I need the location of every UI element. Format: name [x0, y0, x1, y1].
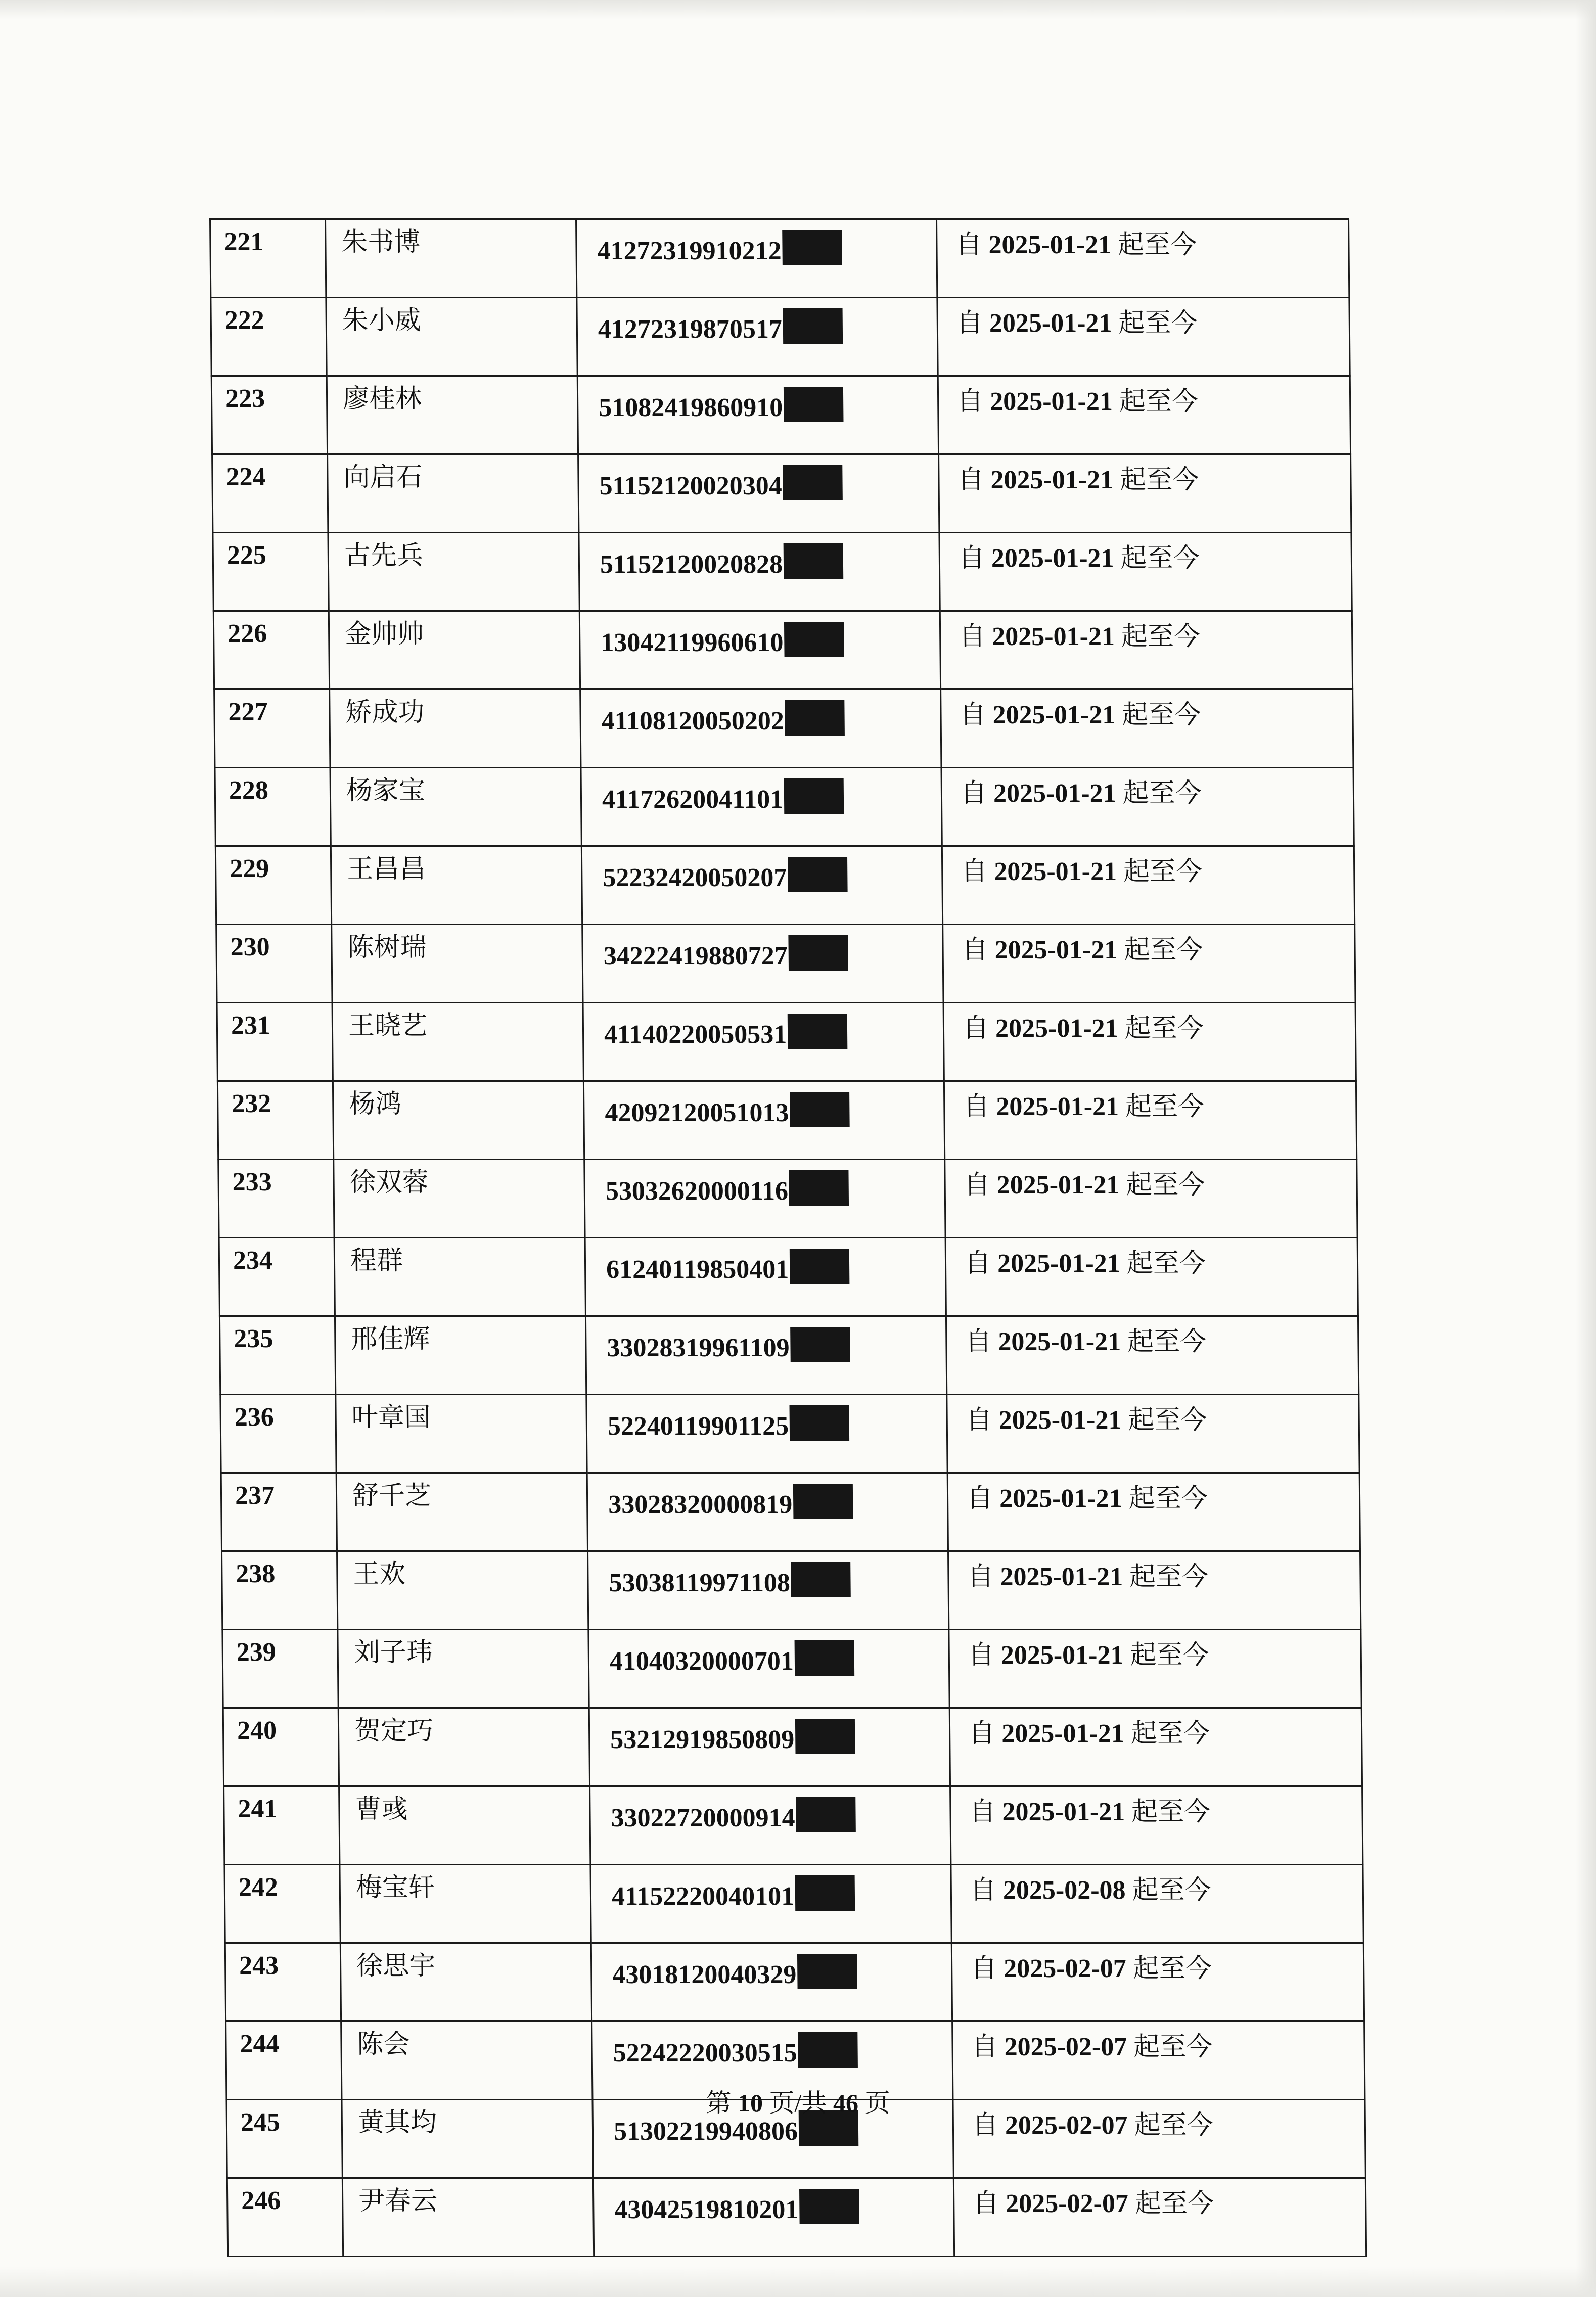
footer-suffix: 页: [864, 2089, 890, 2117]
date-suffix: 起至今: [1126, 1171, 1205, 1200]
date-prefix: 自: [964, 1171, 990, 1200]
row-name: 梅宝轩: [340, 1865, 591, 1943]
row-name: 朱小威: [326, 298, 577, 376]
date-suffix: 起至今: [1128, 1406, 1207, 1435]
row-id-cell: [585, 1238, 946, 1316]
row-number: 233: [218, 1160, 334, 1238]
date-prefix: 自: [964, 1249, 991, 1278]
redaction-block: [798, 2032, 858, 2068]
table-row: [219, 1238, 1358, 1316]
table-row: [216, 925, 1355, 1003]
row-date: 2025-01-21: [1000, 1641, 1124, 1670]
row-date: 2025-01-21: [1000, 1563, 1123, 1591]
row-date-cell: [937, 219, 1349, 298]
date-suffix: 起至今: [1119, 466, 1199, 494]
table-row: [217, 1003, 1356, 1081]
row-date-cell: [937, 298, 1350, 376]
date-suffix: 起至今: [1130, 1719, 1210, 1748]
row-id-cell: [579, 533, 940, 611]
redaction-block: [784, 778, 844, 814]
table-row: [212, 454, 1351, 533]
scan-top-edge: [0, 0, 1596, 19]
row-name: 陈树瑞: [332, 925, 583, 1003]
table-row: [214, 690, 1353, 768]
redaction-block: [799, 2189, 859, 2224]
row-date: 2025-01-21: [998, 1406, 1122, 1435]
row-date: 2025-01-21: [996, 1171, 1120, 1200]
date-suffix: 起至今: [1119, 387, 1199, 416]
table-row: [224, 1865, 1363, 1943]
row-number: 239: [222, 1630, 338, 1708]
redaction-block: [789, 1170, 849, 1206]
table-row: [221, 1473, 1360, 1551]
date-prefix: 自: [972, 2111, 999, 2140]
row-id-number: 53038119971108: [609, 1569, 791, 1597]
row-date-cell: [945, 1238, 1358, 1316]
row-date: 2025-02-07: [1004, 2033, 1127, 2061]
redaction-block: [795, 1875, 855, 1911]
date-prefix: 自: [955, 231, 982, 259]
date-prefix: 自: [956, 309, 983, 338]
date-prefix: 自: [970, 1876, 997, 1905]
date-suffix: 起至今: [1125, 1092, 1205, 1121]
row-id-number: 61240119850401: [606, 1255, 789, 1284]
row-date-cell: [941, 768, 1354, 846]
table-row: [223, 1708, 1362, 1786]
row-name: 王晓艺: [332, 1003, 583, 1081]
date-suffix: 起至今: [1120, 544, 1200, 573]
row-name: 黄其均: [342, 2100, 593, 2178]
row-id-number: 52232420050207: [603, 863, 787, 892]
row-date-cell: [946, 1316, 1358, 1395]
row-date: 2025-02-07: [1006, 2189, 1129, 2218]
redaction-block: [790, 1249, 850, 1284]
row-name: 尹春云: [342, 2178, 594, 2257]
table-row: [213, 611, 1352, 690]
row-date-cell: [953, 2178, 1366, 2257]
date-suffix: 起至今: [1134, 2189, 1214, 2218]
row-number: 229: [215, 846, 331, 925]
row-id-number: 51152120020828: [600, 550, 783, 579]
records-table-body: [210, 219, 1366, 2257]
redaction-block: [788, 1014, 848, 1049]
row-id-number: 53032620000116: [605, 1177, 789, 1206]
row-id-cell: [588, 1551, 949, 1630]
row-id-cell: [582, 925, 943, 1003]
table-row: [210, 219, 1349, 298]
row-date-cell: [943, 925, 1355, 1003]
redaction-block: [782, 230, 842, 265]
page-footer: [0, 2083, 1596, 2119]
date-suffix: 起至今: [1118, 309, 1198, 338]
row-number: 240: [223, 1708, 339, 1786]
row-id-number: 51152120020304: [599, 472, 783, 500]
table-row: [219, 1316, 1358, 1395]
row-id-cell: [577, 298, 938, 376]
date-prefix: 自: [961, 857, 988, 886]
row-number: 236: [220, 1395, 336, 1473]
row-id-number: 42092120051013: [605, 1098, 789, 1127]
row-date: 2025-02-07: [1005, 2111, 1128, 2140]
date-suffix: 起至今: [1126, 1249, 1206, 1278]
footer-total-pages: 46: [833, 2089, 858, 2117]
redaction-block: [784, 622, 844, 657]
row-number: 224: [212, 454, 328, 533]
row-date-cell: [949, 1630, 1361, 1708]
row-id-cell: [576, 219, 937, 298]
table-row: [211, 298, 1350, 376]
row-id-cell: [577, 376, 938, 454]
date-prefix: 自: [965, 1327, 992, 1356]
row-date-cell: [941, 690, 1353, 768]
row-date-cell: [939, 454, 1351, 533]
row-id-number: 51302219940806: [613, 2117, 798, 2146]
date-prefix: 自: [969, 1798, 996, 1826]
row-id-cell: [591, 1943, 952, 2022]
row-id-cell: [589, 1708, 950, 1786]
footer-current-page: 10: [738, 2089, 763, 2117]
row-id-number: 41040320000701: [609, 1647, 794, 1676]
row-date-cell: [939, 533, 1352, 611]
row-date: 2025-01-21: [991, 622, 1115, 651]
row-id-number: 33028320000819: [608, 1490, 793, 1519]
row-date: 2025-01-21: [996, 1092, 1119, 1121]
scan-right-edge: [1576, 0, 1596, 2297]
row-date: 2025-01-21: [990, 466, 1114, 494]
date-prefix: 自: [957, 466, 984, 494]
row-date-cell: [945, 1160, 1357, 1238]
row-date: 2025-01-21: [995, 1014, 1118, 1043]
row-name: 贺定巧: [338, 1708, 589, 1786]
date-suffix: 起至今: [1134, 2111, 1213, 2140]
date-suffix: 起至今: [1124, 1014, 1204, 1043]
row-name: 古先兵: [328, 533, 579, 611]
row-number: 237: [221, 1473, 337, 1551]
date-prefix: 自: [963, 1092, 990, 1121]
table-row: [213, 533, 1352, 611]
row-date-cell: [949, 1708, 1362, 1786]
row-number: 246: [227, 2178, 343, 2257]
row-id-cell: [584, 1160, 945, 1238]
row-name: 舒千芝: [336, 1473, 587, 1551]
date-prefix: 自: [973, 2189, 999, 2218]
row-number: 232: [217, 1081, 333, 1160]
date-prefix: 自: [960, 779, 987, 808]
row-name: 刘子玮: [338, 1630, 589, 1708]
date-suffix: 起至今: [1117, 231, 1197, 259]
row-id-number: 41172620041101: [602, 785, 784, 814]
date-prefix: 自: [962, 1014, 989, 1043]
row-id-cell: [581, 846, 942, 925]
date-prefix: 自: [959, 622, 986, 651]
date-prefix: 自: [956, 387, 984, 416]
row-number: 238: [222, 1551, 338, 1630]
footer-middle: 页/共: [769, 2089, 827, 2117]
row-date: 2025-01-21: [989, 309, 1112, 338]
row-id-cell: [583, 1003, 944, 1081]
date-prefix: 自: [968, 1641, 995, 1670]
row-date-cell: [951, 1865, 1363, 1943]
row-id-number: 51082419860910: [599, 393, 783, 422]
redaction-block: [796, 1797, 856, 1832]
row-number: 243: [225, 1943, 341, 2022]
redaction-block: [790, 1405, 850, 1441]
row-name: 王欢: [337, 1551, 588, 1630]
date-suffix: 起至今: [1127, 1327, 1207, 1356]
records-table: [209, 218, 1367, 2257]
redaction-block: [791, 1562, 851, 1597]
scan-bottom-edge: [0, 2267, 1596, 2297]
redaction-block: [783, 308, 843, 344]
redaction-block: [785, 700, 845, 736]
row-date: 2025-01-21: [993, 779, 1116, 808]
date-prefix: 自: [962, 936, 988, 964]
date-suffix: 起至今: [1133, 2033, 1213, 2061]
row-id-cell: [583, 1081, 944, 1160]
date-suffix: 起至今: [1129, 1563, 1209, 1591]
row-name: 廖桂林: [327, 376, 578, 454]
row-id-number: 52242220030515: [613, 2039, 797, 2068]
row-number: 223: [211, 376, 327, 454]
row-name: 叶章国: [336, 1395, 587, 1473]
row-id-number: 52240119901125: [607, 1412, 789, 1441]
row-number: 235: [219, 1316, 335, 1395]
row-date: 2025-01-21: [1001, 1719, 1125, 1748]
row-id-number: 41152220040101: [611, 1882, 795, 1911]
row-number: 221: [210, 219, 326, 298]
row-id-number: 13042119960610: [601, 628, 784, 657]
row-number: 242: [224, 1865, 340, 1943]
row-number: 227: [214, 690, 330, 768]
row-id-number: 34222419880727: [603, 942, 788, 971]
row-name: 徐思宇: [340, 1943, 591, 2022]
row-name: 朱书博: [326, 219, 577, 298]
row-number: 222: [211, 298, 327, 376]
row-date: 2025-01-21: [1002, 1798, 1125, 1826]
row-id-cell: [578, 454, 939, 533]
redaction-block: [797, 1954, 857, 1989]
date-suffix: 起至今: [1121, 701, 1201, 729]
row-id-number: 41272319910212: [597, 237, 782, 265]
row-name: 陈会: [341, 2022, 592, 2100]
row-date-cell: [943, 1003, 1356, 1081]
table-row: [222, 1630, 1361, 1708]
row-name: 杨鸿: [333, 1081, 584, 1160]
row-id-cell: [580, 690, 941, 768]
table-row: [215, 768, 1354, 846]
row-date: 2025-01-21: [999, 1484, 1123, 1513]
row-date-cell: [940, 611, 1352, 690]
row-name: 杨家宝: [330, 768, 581, 846]
date-suffix: 起至今: [1124, 936, 1203, 964]
date-suffix: 起至今: [1131, 1798, 1211, 1826]
table-row: [211, 376, 1350, 454]
row-date: 2025-01-21: [991, 544, 1114, 573]
row-number: 228: [215, 768, 331, 846]
table-row: [225, 1943, 1364, 2022]
table-row: [222, 1551, 1361, 1630]
footer-prefix: 第: [706, 2089, 732, 2117]
redaction-block: [788, 935, 848, 971]
date-suffix: 起至今: [1130, 1641, 1209, 1670]
row-id-number: 41140220050531: [604, 1020, 787, 1049]
row-number: 245: [226, 2100, 342, 2178]
table-row: [218, 1160, 1357, 1238]
row-number: 230: [216, 925, 332, 1003]
row-id-number: 53212919850809: [610, 1725, 795, 1754]
row-name: 向启石: [328, 454, 579, 533]
row-date: 2025-01-21: [992, 701, 1116, 729]
row-name: 金帅帅: [329, 611, 580, 690]
date-prefix: 自: [968, 1719, 995, 1748]
row-id-cell: [593, 2178, 954, 2257]
row-number: 225: [213, 533, 329, 611]
date-prefix: 自: [958, 544, 985, 573]
row-date-cell: [947, 1473, 1360, 1551]
row-date: 2025-01-21: [989, 387, 1113, 416]
row-date-cell: [948, 1551, 1361, 1630]
row-id-number: 41272319870517: [598, 315, 783, 344]
table-row: [217, 1081, 1356, 1160]
row-date: 2025-01-21: [994, 857, 1117, 886]
row-id-cell: [588, 1630, 949, 1708]
table-row: [224, 1786, 1363, 1865]
row-number: 234: [219, 1238, 335, 1316]
redaction-block: [783, 465, 843, 500]
row-id-cell: [585, 1316, 946, 1395]
row-date-cell: [944, 1081, 1356, 1160]
row-number: 244: [226, 2022, 342, 2100]
date-suffix: 起至今: [1121, 622, 1201, 651]
row-name: 程群: [334, 1238, 585, 1316]
date-suffix: 起至今: [1132, 1954, 1212, 1983]
date-prefix: 自: [971, 2033, 998, 2061]
redaction-block: [784, 543, 844, 579]
table-row: [215, 846, 1354, 925]
row-id-cell: [579, 611, 940, 690]
row-date: 2025-02-07: [1003, 1954, 1127, 1983]
table-row: [227, 2178, 1366, 2257]
row-id-cell: [581, 768, 942, 846]
date-prefix: 自: [966, 1484, 993, 1513]
row-date-cell: [938, 376, 1350, 454]
date-suffix: 起至今: [1132, 1876, 1211, 1905]
row-id-cell: [590, 1865, 951, 1943]
row-date: 2025-02-08: [1002, 1876, 1126, 1905]
redaction-block: [790, 1327, 850, 1362]
row-date: 2025-01-21: [988, 231, 1112, 259]
row-name: 徐双蓉: [334, 1160, 585, 1238]
row-id-number: 33022720000914: [611, 1804, 795, 1832]
row-name: 矫成功: [330, 690, 581, 768]
row-date: 2025-01-21: [997, 1249, 1120, 1278]
row-id-cell: [587, 1473, 948, 1551]
row-date-cell: [950, 1786, 1363, 1865]
row-date-cell: [951, 1943, 1364, 2022]
row-number: 231: [217, 1003, 333, 1081]
row-name: 曹彧: [339, 1786, 590, 1865]
date-suffix: 起至今: [1122, 779, 1202, 808]
redaction-block: [793, 1484, 853, 1519]
row-number: 226: [213, 611, 329, 690]
row-date: 2025-01-21: [994, 936, 1118, 964]
row-id-number: 33028319961109: [607, 1334, 790, 1362]
row-date: 2025-01-21: [998, 1327, 1121, 1356]
redaction-block: [788, 857, 848, 892]
row-number: 241: [224, 1786, 340, 1865]
row-id-number: 43042519810201: [614, 2195, 799, 2224]
date-prefix: 自: [966, 1406, 993, 1435]
date-suffix: 起至今: [1128, 1484, 1208, 1513]
date-prefix: 自: [960, 701, 986, 729]
row-id-number: 41108120050202: [601, 707, 785, 736]
redaction-block: [784, 387, 844, 422]
date-suffix: 起至今: [1123, 857, 1203, 886]
date-prefix: 自: [970, 1954, 997, 1983]
row-id-cell: [586, 1395, 947, 1473]
row-name: 王昌昌: [331, 846, 582, 925]
redaction-block: [795, 1719, 855, 1754]
date-prefix: 自: [967, 1563, 994, 1591]
row-id-cell: [590, 1786, 951, 1865]
row-name: 邢佳辉: [335, 1316, 586, 1395]
row-date-cell: [947, 1395, 1359, 1473]
row-date-cell: [942, 846, 1354, 925]
redaction-block: [790, 1092, 850, 1127]
row-id-number: 43018120040329: [612, 1960, 797, 1989]
redaction-block: [795, 1640, 855, 1676]
table-row: [220, 1395, 1359, 1473]
